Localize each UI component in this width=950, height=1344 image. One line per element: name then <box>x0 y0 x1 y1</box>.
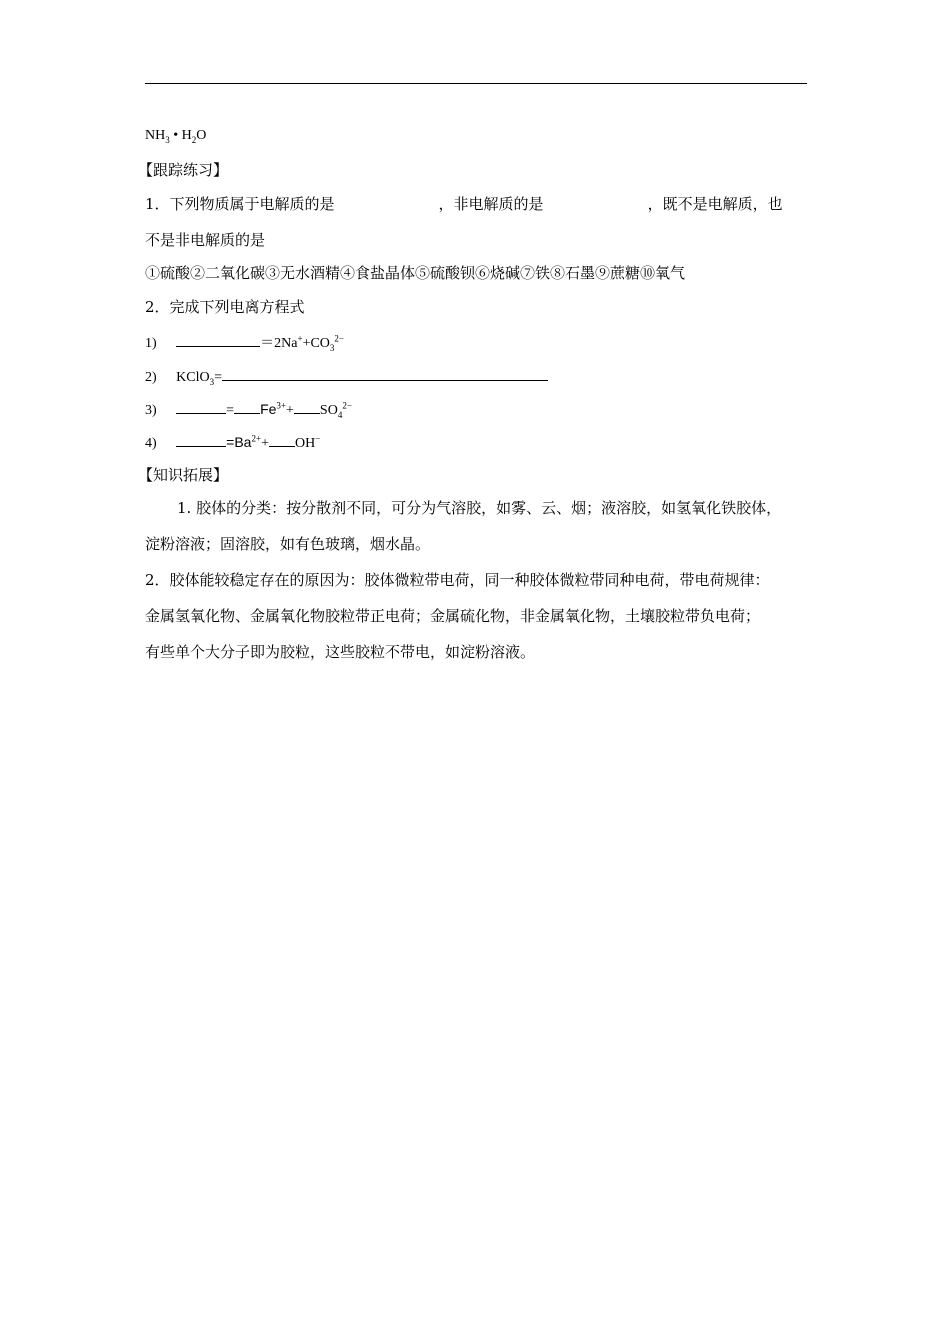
formula-dot: • <box>173 128 179 143</box>
ion-so4: SO <box>319 403 338 418</box>
question-1-options: ①硫酸②二氧化碳③无水酒精④食盐晶体⑤硫酸钡⑥烧碱⑦铁⑧石墨⑨蔗糖⑩氧气 <box>145 264 686 282</box>
formula-nh3: NH <box>145 128 166 143</box>
ion-fe: Fe <box>260 401 277 417</box>
question-1-text-b: ，非电解质的是 <box>438 195 544 213</box>
equation-1 <box>145 331 344 354</box>
plus-sign: + <box>286 403 294 418</box>
header-rule <box>145 83 807 84</box>
answer-blank <box>269 431 295 447</box>
formula-sub: 3 <box>209 376 215 387</box>
answer-blank <box>176 331 260 347</box>
ion-oh: OH <box>294 436 316 451</box>
formula-h: H <box>181 128 192 143</box>
answer-blank <box>234 398 260 414</box>
equals-sign: = <box>226 403 235 418</box>
formula-o: O <box>196 128 207 143</box>
extension-2-line-1: 2．胶体能较稳定存在的原因为：胶体微粒带电荷，同一种胶体微粒带同种电荷，带电荷规律： <box>145 571 770 589</box>
equation-4 <box>145 431 320 454</box>
equation-number: 1) <box>145 336 157 351</box>
question-1-text-c: ，既不是电解质，也 <box>647 195 783 213</box>
formula-sub: 3 <box>165 134 170 145</box>
extension-1-line-1: 1. 胶体的分类：按分散剂不同，可分为气溶胶，如雾、云、烟；液溶胶，如氢氧化铁胶体， <box>177 499 782 517</box>
equation-3 <box>145 398 352 421</box>
answer-blank <box>294 398 320 414</box>
formula-nh3-h2o <box>145 126 206 146</box>
formula-sub: 4 <box>337 409 343 420</box>
section-heading-extension: 【知识拓展】 <box>138 466 229 484</box>
question-1-line-2: 不是非电解质的是 <box>145 231 266 249</box>
charge-sup: 2+ <box>251 433 262 444</box>
equation-2 <box>145 365 548 388</box>
charge-sup: + <box>297 333 303 344</box>
question-1-text-a: 1．下列物质属于电解质的是 <box>145 195 335 213</box>
plus-sign: + <box>261 436 269 451</box>
answer-blank <box>176 398 226 414</box>
extension-1-line-2: 淀粉溶液；固溶胶，如有色玻璃，烟水晶。 <box>145 535 431 553</box>
equation-ion: +CO <box>302 336 330 351</box>
answer-blank <box>222 365 548 381</box>
equation-ba: =Ba <box>226 434 252 450</box>
answer-blank <box>176 431 226 447</box>
equation-number: 3) <box>145 403 157 418</box>
question-1-line-1 <box>145 194 783 214</box>
charge-sup: 2− <box>334 333 344 344</box>
equation-number: 2) <box>145 370 157 385</box>
equation-number: 4) <box>145 436 157 451</box>
equals-sign: = <box>214 370 223 385</box>
question-2-title: 2．完成下列电离方程式 <box>145 298 305 316</box>
equation-lhs: KClO <box>176 370 210 385</box>
equation-rhs: ＝2Na <box>260 336 298 351</box>
charge-sup: − <box>315 433 321 444</box>
charge-sup: 2− <box>342 400 352 411</box>
extension-2-line-2: 金属氢氧化物、金属氧化物胶粒带正电荷；金属硫化物，非金属氧化物，土壤胶粒带负电荷； <box>145 607 761 625</box>
section-heading-tracking: 【跟踪练习】 <box>138 161 229 179</box>
formula-sub: 2 <box>191 134 197 145</box>
formula-sub: 3 <box>329 342 335 353</box>
extension-2-line-3: 有些单个大分子即为胶粒，这些胶粒不带电，如淀粉溶液。 <box>145 643 536 661</box>
charge-sup: 3+ <box>276 400 286 411</box>
